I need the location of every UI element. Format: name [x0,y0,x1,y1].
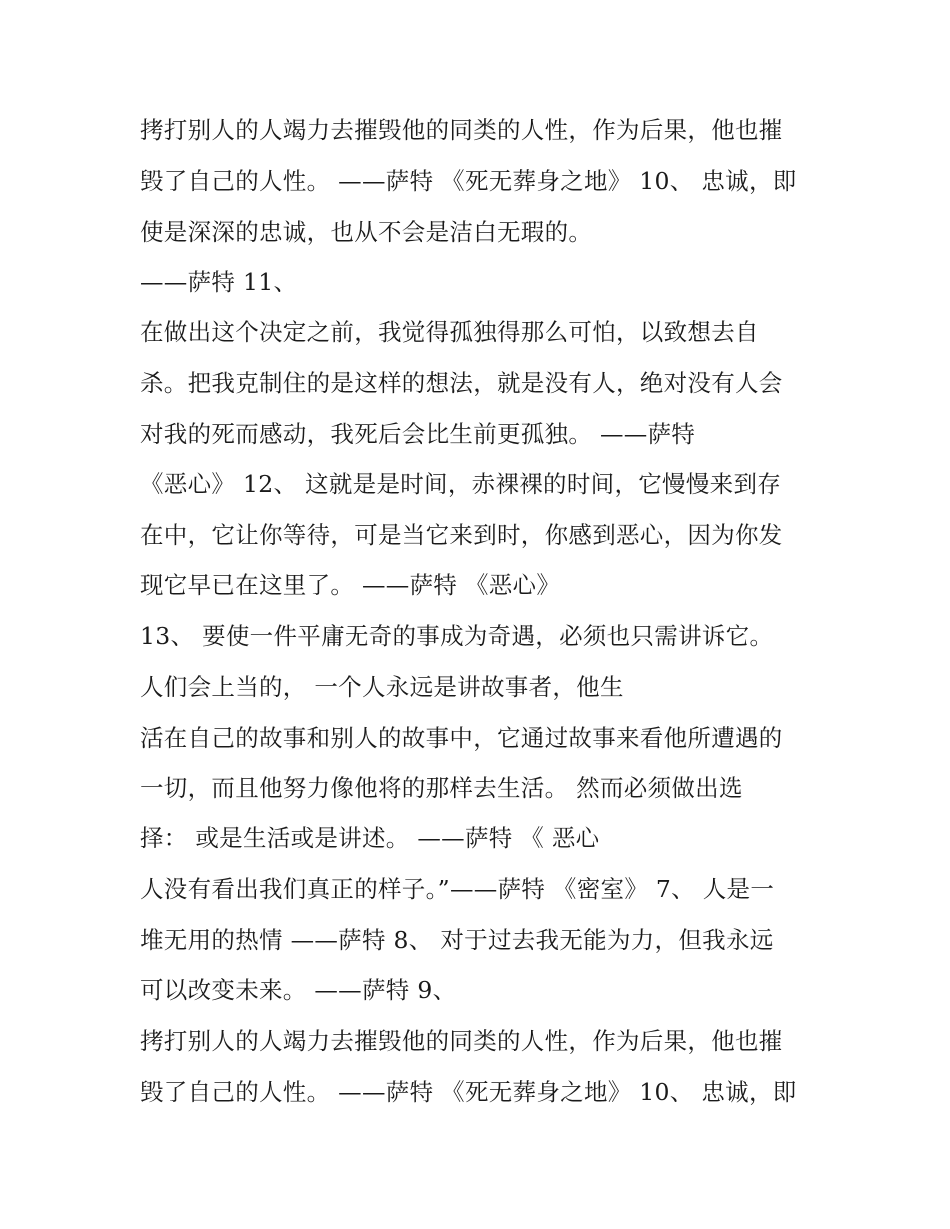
text-line: 《恶心》 12、 这就是是时间，赤裸裸的时间，它慢慢来到存 [140,470,782,498]
text-line: 拷打别人的人竭力去摧毁他的同类的人性，作为后果，他也摧 [140,116,783,144]
text-line: 可以改变未来。 ——萨特 9、 [140,976,457,1004]
text-line: 人没有看出我们真正的样子。”——萨特 《密室》 7、 人是一 [140,875,775,903]
text-line: 在做出这个决定之前，我觉得孤独得那么可怕，以致想去自 [140,318,759,346]
text-line: 对我的死而感动，我死后会比生前更孤独。 ——萨特 [140,420,696,448]
text-line: 堆无用的热情 ——萨特 8、 对于过去我无能为力，但我永远 [140,926,774,954]
text-line: ——萨特 11、 [140,268,298,296]
text-line: 择： 或是生活或是讲述。 ——萨特 《 恶心 [140,824,600,852]
text-line: 使是深深的忠诚，也从不会是洁白无瑕的。 [140,218,593,246]
text-line: 在中，它让你等待，可是当它来到时，你感到恶心，因为你发 [140,521,783,549]
text-line: 现它早已在这里了。 ——萨特 《恶心》 [140,571,561,599]
text-line: 活在自己的故事和别人的故事中，它通过故事来看他所遭遇的 [140,724,783,752]
text-line: 一切，而且他努力像他将的那样去生活。 然而必须做出选 [140,774,743,802]
text-line: 拷打别人的人竭力去摧毁他的同类的人性，作为后果，他也摧 [140,1027,783,1055]
text-line: 13、 要使一件平庸无奇的事成为奇遇，必须也只需讲诉它。 [140,622,774,650]
text-line: 毁了自己的人性。 ——萨特 《死无葬身之地》 10、 忠诚，即 [140,167,797,195]
text-line: 毁了自己的人性。 ——萨特 《死无葬身之地》 10、 忠诚，即 [140,1078,797,1106]
text-line: 人们会上当的， 一个人永远是讲故事者，他生 [140,673,624,701]
text-line: 杀。把我克制住的是这样的想法，就是没有人，绝对没有人会 [140,369,783,397]
